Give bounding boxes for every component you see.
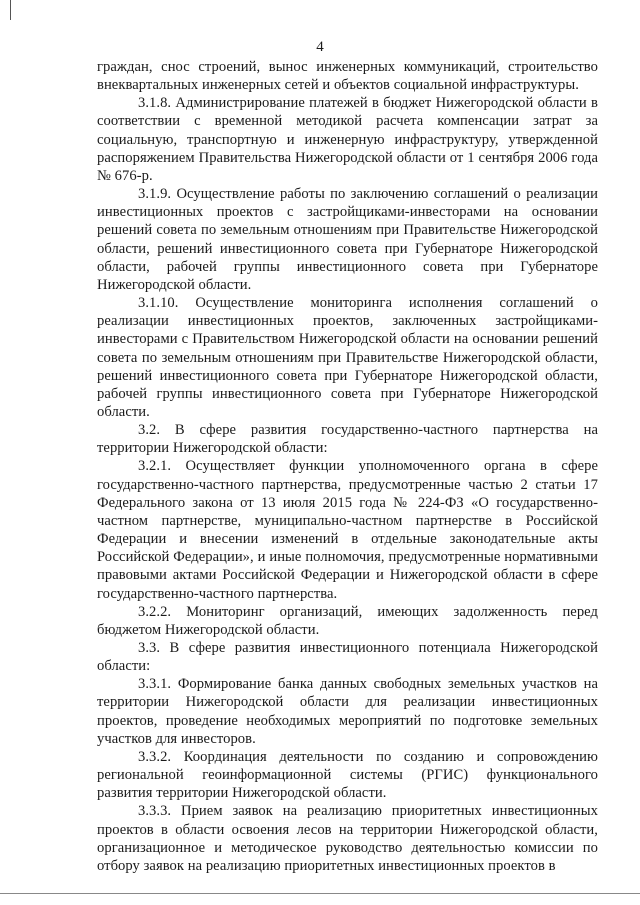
scan-bottom-edge [0, 893, 640, 894]
paragraph-3-3-2: 3.3.2. Координация деятельности по созданию и сопровождению региональной геоинформационной системы (РГИС) функционального развития территории Нижегородской области. [97, 748, 598, 802]
paragraph-3-1-9: 3.1.9. Осуществление работы по заключению соглашений о реализации инвестиционных проектов с застройщиками-инвесторами на основании решений совета по земельным отношениям при Правительстве Нижегородской области, решений инвестиционного совета при Губернаторе Нижегородской области, рабочей группы инвестиционного совета при Губернаторе Нижегородской области. [97, 186, 598, 293]
paragraph-3-1-8: 3.1.8. Администрирование платежей в бюджет Нижегородской области в соответствии с временной методикой расчета компенсации затрат за социальную, транспортную и инженерную инфраструктуру, утвержденной распоряжением Правительства Нижегородской области от 1 сентября 2006 года № 676-р. [97, 95, 598, 184]
page-number: 4 [316, 39, 324, 55]
paragraph-3-3: 3.3. В сфере развития инвестиционного потенциала Нижегородской области: [97, 640, 598, 675]
paragraph-3-1-10: 3.1.10. Осуществление мониторинга исполнения соглашений о реализации инвестиционных проектов, заключенных застройщиками-инвесторами с Правительством Нижегородской области на основании решений совета по земельным отношениям при Правительстве Нижегородской области, решений инвестиционного совета при Губернаторе Нижегородской области, рабочей группы инвестиционного совета при Губернаторе Нижегородской области. [97, 295, 598, 420]
paragraph-3-3-3: 3.3.3. Прием заявок на реализацию приоритетных инвестиционных проектов в области освоения лесов на территории Нижегородской области, организационное и методическое руководство деятельностью комиссии по отбору заявок на реализацию приоритетных инвестиционных проектов в [97, 803, 598, 874]
paragraph-3-3-1: 3.3.1. Формирование банка данных свободных земельных участков на территории Нижегородской области для реализации инвестиционных проектов, проведение необходимых мероприятий по подготовке земельных участков для инвесторов. [97, 676, 598, 747]
paragraph-3-2-2: 3.2.2. Мониторинг организаций, имеющих задолженность перед бюджетом Нижегородской области. [97, 603, 598, 638]
scan-margin-mark [10, 0, 11, 20]
paragraph-continuation: граждан, снос строений, вынос инженерных коммуникаций, строительство внеквартальных инженерных сетей и объектов социальной инфраструктуры. [97, 59, 598, 94]
document-body [97, 58, 598, 875]
paragraph-3-2: 3.2. В сфере развития государственно-частного партнерства на территории Нижегородской области: [97, 422, 598, 457]
paragraph-3-2-1: 3.2.1. Осуществляет функции уполномоченного органа в сфере государственно-частного партнерства, предусмотренные частью 2 статьи 17 Федерального закона от 13 июля 2015 года № 224-ФЗ «О государственно-частном партнерстве, муниципально-частном партнерстве в Российской Федерации и внесении изменений в отдельные законодательные акты Российской Федерации», и иные полномочия, предусмотренные нормативными правовыми актами Российской Федерации и Нижегородской области в сфере государственно-частного партнерства. [97, 458, 598, 602]
